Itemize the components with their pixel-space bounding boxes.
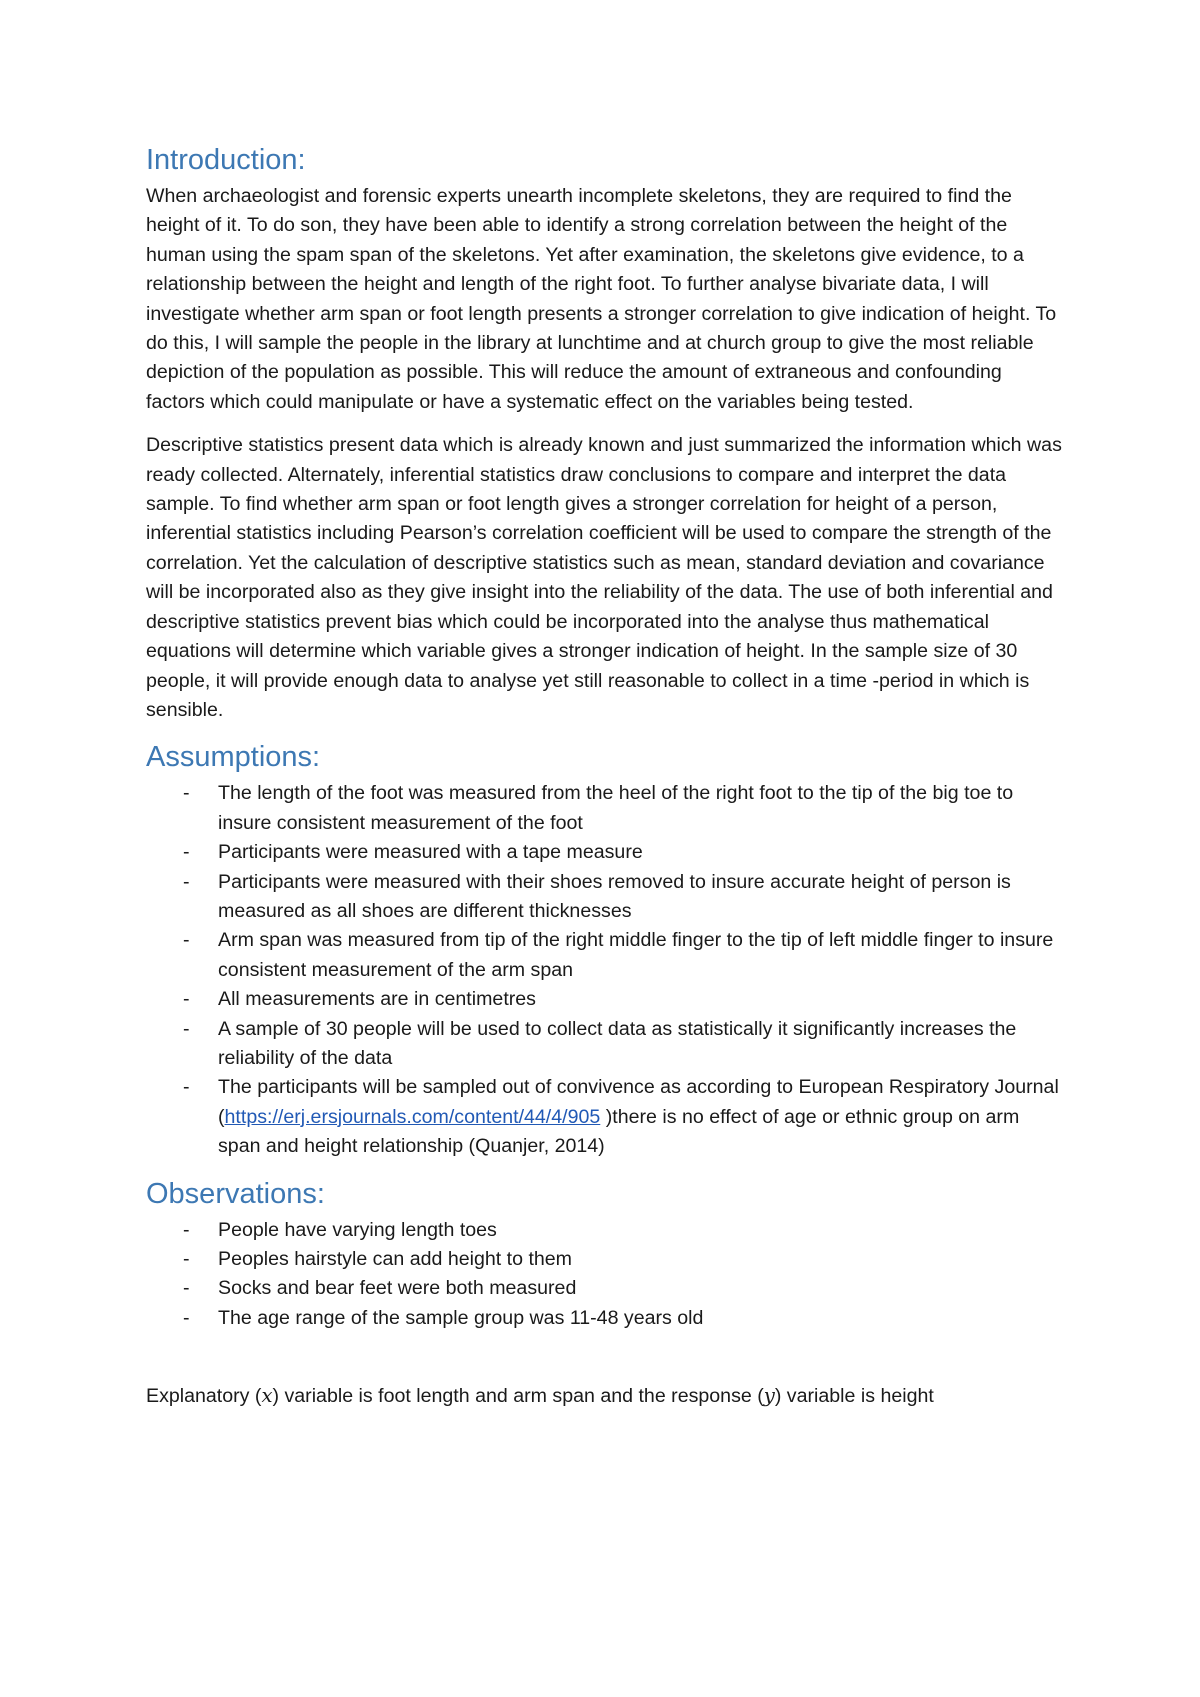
list-item xyxy=(146,1216,1066,1245)
document-page xyxy=(146,142,1066,1412)
list-item-text: All measurements are in centimetres xyxy=(218,988,536,1011)
list-item xyxy=(146,1015,1066,1074)
list-item-text: The age range of the sample group was 11-48 years old xyxy=(218,1306,704,1329)
variable-y: y xyxy=(763,1384,775,1408)
list-item xyxy=(146,779,1066,838)
list-item xyxy=(146,926,1066,985)
introduction-paragraph-1: When archaeologist and forensic experts unearth incomplete skeletons, they are required to find the height of it. To do son, they have been able to identify a strong correlation between the height of the human using the spam span of the skeletons. Yet after examination, the skeletons give evidence, to a relationship between the height and length of the right foot. To further analyse bivariate data, I will investigate whether arm span or foot length presents a stronger correlation to give indication of height. To do this, I will sample the people in the library at lunchtime and at church group to give the most reliable depiction of the population as possible. This will reduce the amount of extraneous and confounding factors which could manipulate or have a systematic effect on the variables being tested. xyxy=(146,185,1057,413)
bullet-dash: - xyxy=(183,988,190,1011)
introduction-paragraph-2: Descriptive statistics present data which is already known and just summarized the information which was ready collected. Alternately, inferential statistics draw conclusions to compare and interpret the data sample. To find whether arm span or foot length gives a stronger correlation for height of a person, inferential statistics including Pearson’s correlation coefficient will be used to compare the strength of the correlation. Yet the calculation of descriptive statistics such as mean, standard deviation and covariance will be incorporated also as they give insight into the reliability of the data. The use of both inferential and descriptive statistics prevent bias which could be incorporated into the analyse thus mathematical equations will determine which variable gives a stronger indication of height. In the sample size of 30 people, it will provide enough data to analyse yet still reasonable to collect in a time -period in which is sensible. xyxy=(146,434,1062,721)
list-item-text: The length of the foot was measured from the heel of the right foot to the tip of the big toe to insure consistent measurement of the foot xyxy=(218,782,1014,834)
list-item xyxy=(146,985,1066,1014)
list-item-text: Participants were measured with their shoes removed to insure accurate height of person is measured as all shoes are different thicknesses xyxy=(218,870,1011,922)
bullet-dash: - xyxy=(183,1017,190,1040)
bullet-dash: - xyxy=(183,782,190,805)
bullet-dash: - xyxy=(183,870,190,893)
list-item-text-after-link: )there is no effect of age or ethnic group on arm span and height relationship (Quanjer, 2014) xyxy=(218,1105,1020,1158)
list-item-text: Peoples hairstyle can add height to them xyxy=(218,1248,572,1270)
list-item-text: Socks and bear feet were both measured xyxy=(218,1277,577,1300)
observations-list xyxy=(146,1216,1066,1334)
explanatory-text-3: ) variable is height xyxy=(774,1385,934,1408)
list-item xyxy=(146,838,1066,867)
assumptions-heading: Assumptions: xyxy=(146,741,321,774)
list-item xyxy=(146,1274,1066,1303)
list-item-text: A sample of 30 people will be used to collect data as statistically it significantly increases the reliability of the data xyxy=(218,1017,1017,1069)
list-item xyxy=(146,1245,1066,1274)
assumptions-section xyxy=(146,739,1066,1161)
bullet-dash: - xyxy=(183,841,190,864)
bullet-dash: - xyxy=(183,1306,190,1329)
bullet-dash: - xyxy=(183,1277,190,1300)
list-item-text: Arm span was measured from tip of the right middle finger to the tip of left middle finger to insure consistent measurement of the arm span xyxy=(218,929,1054,981)
list-item xyxy=(146,868,1066,927)
list-item xyxy=(146,1073,1066,1161)
bullet-dash: - xyxy=(183,1218,190,1241)
explanatory-text-1: Explanatory ( xyxy=(146,1385,262,1408)
list-item-text-before-link: The participants will be sampled out of convivence as according to European Respiratory Journal ( xyxy=(218,1076,1059,1128)
observations-heading: Observations: xyxy=(146,1177,325,1210)
bullet-dash: - xyxy=(183,1248,190,1270)
explanatory-text-2: ) variable is foot length and arm span and the response ( xyxy=(272,1385,764,1408)
introduction-section xyxy=(146,142,1066,725)
ers-journal-link[interactable]: https://erj.ersjournals.com/content/44/4/905 xyxy=(224,1105,601,1128)
variable-x: x xyxy=(261,1384,273,1408)
bullet-dash: - xyxy=(183,929,190,952)
introduction-heading: Introduction: xyxy=(146,144,306,176)
explanatory-statement xyxy=(146,1381,1066,1411)
assumptions-list xyxy=(146,779,1066,1161)
bullet-dash: - xyxy=(183,1076,190,1099)
list-item-text: Participants were measured with a tape measure xyxy=(218,841,643,864)
list-item xyxy=(146,1304,1066,1333)
list-item-text: People have varying length toes xyxy=(218,1218,497,1241)
observations-section xyxy=(146,1176,1066,1334)
